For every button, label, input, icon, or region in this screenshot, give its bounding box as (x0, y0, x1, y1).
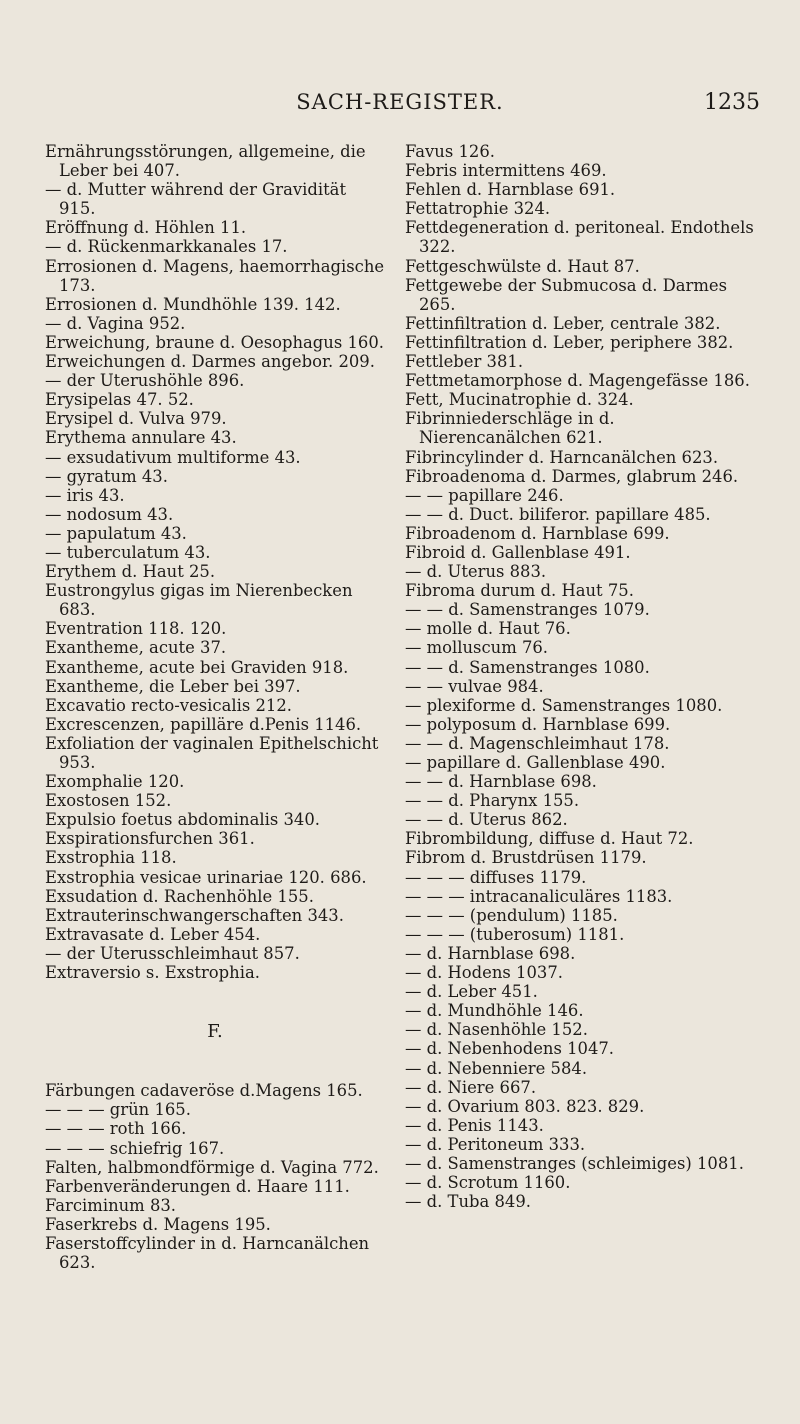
left-entries-e (45, 142, 385, 982)
index-entry: Fettatrophie 324. (405, 199, 551, 219)
index-entry: — d. Hodens 1037. (405, 963, 563, 983)
index-entry: Falten, halbmondförmige d. Vagina 772. (45, 1157, 379, 1177)
index-entry: — d. Scrotum 1160. (405, 1173, 571, 1193)
index-entry: — tuberculatum 43. (45, 542, 211, 562)
index-entry: Exfoliation der vaginalen Epithelschicht 953. (45, 733, 379, 772)
index-entry: Fettgewebe der Submucosa d. Darmes 265. (405, 275, 728, 314)
right-entries-f (405, 142, 760, 1211)
index-entry: Expulsio foetus abdominalis 340. (45, 810, 320, 830)
index-entry: Eustrongylus gigas im Nierenbecken 683. (45, 581, 353, 620)
index-entry: Excrescenzen, papilläre d.Penis 1146. (45, 714, 362, 734)
index-entry: — — d. Uterus 862. (405, 810, 568, 830)
left-column (45, 142, 385, 1272)
index-entry: — — — diffuses 1179. (405, 867, 587, 887)
index-entry: Erweichungen d. Darmes angebor. 209. (45, 352, 375, 372)
index-entry: — — d. Samenstranges 1080. (405, 657, 650, 677)
index-entry: Fettmetamorphose d. Magengefässe 186. (405, 371, 750, 391)
index-entry: Fehlen d. Harnblase 691. (405, 180, 616, 200)
index-entry: — d. Tuba 849. (405, 1192, 531, 1212)
index-entry: — — vulvae 984. (405, 676, 544, 696)
index-entry: Faserkrebs d. Magens 195. (45, 1214, 271, 1234)
index-entry: Exantheme, acute bei Graviden 918. (45, 657, 349, 677)
index-entry: Excavatio recto-vesicalis 212. (45, 695, 292, 715)
index-entry: Erysipelas 47. 52. (45, 390, 194, 410)
index-entry: Exspirationsfurchen 361. (45, 829, 255, 849)
index-entry: — d. Ovarium 803. 823. 829. (405, 1096, 645, 1116)
index-entry: — polyposum d. Harnblase 699. (405, 714, 671, 734)
index-entry: Eröffnung d. Höhlen 11. (45, 218, 247, 238)
index-entry: Fibroma durum d. Haut 75. (405, 581, 634, 601)
index-entry: — — — schiefrig 167. (45, 1138, 225, 1158)
index-entry: Exstrophia vesicae urinariae 120. 686. (45, 867, 367, 887)
index-entry: Erweichung, braune d. Oesophagus 160. (45, 332, 384, 352)
index-entry: — d. Nasenhöhle 152. (405, 1020, 588, 1040)
index-entry: Exsudation d. Rachenhöhle 155. (45, 886, 314, 906)
index-entry: Eventration 118. 120. (45, 619, 227, 639)
index-entry: Fibrombildung, diffuse d. Haut 72. (405, 829, 694, 849)
index-entry: Errosionen d. Mundhöhle 139. 142. (45, 294, 341, 314)
right-column (405, 142, 760, 1211)
index-entry: Fibroadenoma d. Darmes, glabrum 246. (405, 466, 739, 486)
index-entry: Erythema annulare 43. (45, 428, 237, 448)
index-entry: — d. Rückenmarkkanales 17. (45, 237, 288, 257)
page-number: 1235 (704, 90, 760, 115)
index-entry: — d. Leber 451. (405, 982, 538, 1002)
index-entry: — d. Nebenniere 584. (405, 1058, 588, 1078)
index-entry: — — — (tuberosum) 1181. (405, 924, 625, 944)
index-entry: Faserstoffcylinder in d. Harncanälchen 623. (45, 1233, 370, 1273)
index-entry: Farbenveränderungen d. Haare 111. (45, 1176, 350, 1196)
index-entry: — — d. Pharynx 155. (405, 791, 580, 811)
index-entry: Errosionen d. Magens, haemorrhagische 173. (45, 256, 385, 295)
index-entry: — — — intracanaliculäres 1183. (405, 886, 673, 906)
index-entry: Fibrom d. Brustdrüsen 1179. (405, 848, 647, 868)
index-entry: Fettgeschwülste d. Haut 87. (405, 256, 640, 276)
index-entry: — d. Uterus 883. (405, 562, 547, 582)
page-header (40, 90, 760, 120)
index-entry: — — papillare 246. (405, 485, 564, 505)
index-entry: Fettinfiltration d. Leber, periphere 382. (405, 332, 734, 352)
index-entry: Febris intermittens 469. (405, 161, 607, 181)
index-entry: — — d. Samenstranges 1079. (405, 600, 650, 620)
index-entry: — — d. Magenschleimhaut 178. (405, 733, 670, 753)
index-entry: — d. Peritoneum 333. (405, 1134, 586, 1154)
index-entry: — exsudativum multiforme 43. (45, 447, 301, 467)
index-entry: Fettdegeneration d. peritoneal. Endothels 322. (405, 218, 754, 257)
index-entry: Fibroid d. Gallenblase 491. (405, 542, 631, 562)
index-entry: — — d. Harnblase 698. (405, 772, 597, 792)
index-entry: — d. Samenstranges (schleimiges) 1081. (405, 1153, 744, 1173)
index-entry: — papillare d. Gallenblase 490. (405, 753, 666, 772)
index-entry: — — — grün 165. (45, 1100, 191, 1120)
index-entry: Fibrinniederschläge in d. Nierencanälchen 621. (405, 409, 615, 448)
index-entry: — nodosum 43. (45, 504, 174, 524)
index-entry: Erysipel d. Vulva 979. (45, 409, 227, 429)
index-entry: Fibrincylinder d. Harncanälchen 623. (405, 447, 719, 467)
index-entry: — d. Nebenhodens 1047. (405, 1039, 615, 1059)
index-entry: Favus 126. (405, 142, 495, 161)
index-entry: Ernährungsstörungen, allgemeine, die Leber bei 407. (45, 142, 366, 181)
index-entry: Erythem d. Haut 25. (45, 562, 216, 582)
index-entry: Exantheme, die Leber bei 397. (45, 676, 301, 696)
left-entries-f (45, 1081, 385, 1272)
index-entry: — d. Niere 667. (405, 1077, 537, 1097)
index-entry: Farciminum 83. (45, 1195, 177, 1215)
index-entry: — der Uterusschleimhaut 857. (45, 943, 300, 963)
index-entry: Fettleber 381. (405, 352, 524, 372)
index-entry: — — d. Duct. biliferor. papillare 485. (405, 504, 711, 524)
index-entry: — — — roth 166. (45, 1119, 187, 1139)
index-entry: — d. Mutter während der Gravidität 915. (45, 180, 347, 219)
index-entry: — molluscum 76. (405, 638, 549, 658)
index-entry: Fett, Mucinatrophie d. 324. (405, 390, 634, 410)
index-entry: — d. Mundhöhle 146. (405, 1001, 584, 1021)
index-entry: — plexiforme d. Samenstranges 1080. (405, 695, 723, 715)
index-entry: Exantheme, acute 37. (45, 638, 227, 658)
section-letter-f: F. (207, 1021, 223, 1043)
index-entry: — molle d. Haut 76. (405, 619, 571, 639)
index-entry: — gyratum 43. (45, 466, 168, 486)
index-entry: Extraversio s. Exstrophia. (45, 963, 260, 983)
index-entry: Extravasate d. Leber 454. (45, 924, 261, 944)
index-entry: Extrauterinschwangerschaften 343. (45, 905, 344, 925)
index-entry: — d. Vagina 952. (45, 313, 186, 333)
index-entry: Exstrophia 118. (45, 848, 177, 868)
index-entry: Exomphalie 120. (45, 772, 185, 792)
index-entry: — d. Penis 1143. (405, 1115, 544, 1135)
index-entry: — papulatum 43. (45, 523, 187, 543)
running-title: SACH-REGISTER. (296, 90, 504, 114)
index-entry: — — — (pendulum) 1185. (405, 905, 618, 925)
index-entry: Fettinfiltration d. Leber, centrale 382. (405, 313, 721, 333)
index-entry: — d. Harnblase 698. (405, 943, 576, 963)
index-entry: Färbungen cadaveröse d.Magens 165. (45, 1081, 363, 1101)
index-entry: — iris 43. (45, 485, 125, 505)
index-entry: — der Uterushöhle 896. (45, 371, 245, 391)
index-entry: Fibroadenom d. Harnblase 699. (405, 523, 670, 543)
index-entry: Exostosen 152. (45, 791, 172, 811)
